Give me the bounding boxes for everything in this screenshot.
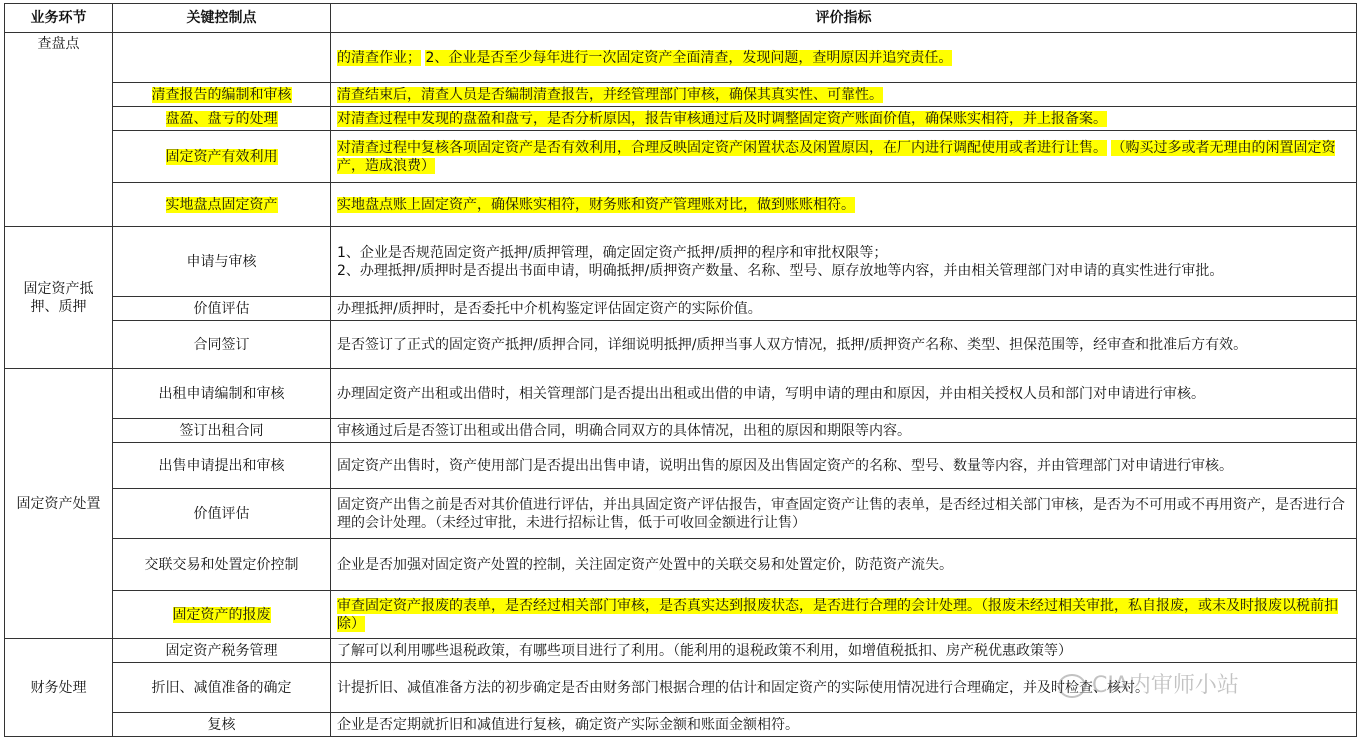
- table-row: [5, 419, 1357, 443]
- indicator-cell: 固定资产出售之前是否对其价值进行评估，并出具固定资产评估报告，审查固定资产让售的表单，是否经过相关部门审核，是否为不可用或不再用资产，是否进行合理的会计处理。（未经过审批，未进行招标让售，低于可收回金额进行让售）: [331, 489, 1357, 539]
- indicator-cell: 办理抵押/质押时，是否委托中介机构鉴定评估固定资产的实际价值。: [331, 297, 1357, 321]
- indicator-line: 的清查作业；: [337, 49, 421, 66]
- indicator-cell: [331, 131, 1357, 183]
- table-row: [5, 227, 1357, 297]
- control-evaluation-table: [4, 3, 1357, 737]
- indicator-line: 2、企业是否至少每年进行一次固定资产全面清查，发现问题，查明原因并追究责任。: [425, 49, 953, 66]
- control-point-cell: [113, 33, 331, 83]
- control-point-label: 盘盈、盘亏的处理: [165, 110, 278, 127]
- indicator-line: 实地盘点账上固定资产，确保账实相符，财务账和资产管理账对比，做到账账相符。: [337, 196, 855, 213]
- control-point-cell: 价值评估: [113, 489, 331, 539]
- control-point-cell: [113, 183, 331, 227]
- table-row: [5, 489, 1357, 539]
- control-point-cell: 签订出租合同: [113, 419, 331, 443]
- control-point-label: 固定资产的报废: [172, 606, 271, 623]
- table-row: [5, 591, 1357, 639]
- stage-cell: 固定资产处置: [5, 369, 113, 639]
- indicator-line: 2、办理抵押/质押时是否提出书面申请，明确抵押/质押资产数量、名称、型号、原存放地等内容，并由相关管理部门对申请的真实性进行审批。: [337, 262, 1224, 279]
- indicator-cell: [331, 227, 1357, 297]
- control-point-cell: [113, 591, 331, 639]
- header-control-point: 关键控制点: [113, 4, 331, 33]
- table-row: [5, 131, 1357, 183]
- table-row: [5, 639, 1357, 663]
- header-stage: 业务环节: [5, 4, 113, 33]
- table-row: [5, 539, 1357, 591]
- control-point-cell: [113, 107, 331, 131]
- indicator-cell: 是否签订了正式的固定资产抵押/质押合同，详细说明抵押/质押当事人双方情况，抵押/质押资产名称、类型、担保范围等，经审查和批准后方有效。: [331, 321, 1357, 369]
- indicator-cell: 计提折旧、减值准备方法的初步确定是否由财务部门根据合理的估计和固定资产的实际使用情况进行合理确定，并及时检查、核对。: [331, 663, 1357, 713]
- control-point-label: 实地盘点固定资产: [165, 196, 278, 213]
- indicator-cell: 固定资产出售时，资产使用部门是否提出出售申请，说明出售的原因及出售固定资产的名称、型号、数量等内容，并由管理部门对申请进行审核。: [331, 443, 1357, 489]
- indicator-line: （购买过多或者无理由的闲置固定资产，造成浪费）: [337, 139, 1336, 174]
- watermark-text: CIA内审师小站: [1092, 673, 1239, 698]
- table-row: [5, 321, 1357, 369]
- control-point-cell: 折旧、减值准备的确定: [113, 663, 331, 713]
- table-row: [5, 713, 1357, 737]
- table-header-row: [5, 4, 1357, 33]
- indicator-line: 清查结束后，清查人员是否编制清查报告，并经管理部门审核，确保其真实性、可靠性。: [337, 86, 883, 103]
- control-point-cell: 合同签订: [113, 321, 331, 369]
- indicator-cell: [331, 107, 1357, 131]
- control-point-cell: 出租申请编制和审核: [113, 369, 331, 419]
- indicator-line: 1、企业是否规范固定资产抵押/质押管理，确定固定资产抵押/质押的程序和审批权限等；: [337, 244, 888, 261]
- stage-cell: 查盘点: [5, 33, 113, 227]
- table-row: [5, 297, 1357, 321]
- table-row: [5, 369, 1357, 419]
- table-body: [5, 33, 1357, 737]
- table-row: [5, 33, 1357, 83]
- stage-cell: 固定资产抵押、质押: [5, 227, 113, 369]
- control-point-label: 固定资产有效利用: [165, 148, 278, 165]
- table-row: [5, 663, 1357, 713]
- indicator-cell: [331, 591, 1357, 639]
- table-row: [5, 107, 1357, 131]
- indicator-line: 审查固定资产报废的表单，是否经过相关部门审核，是否真实达到报废状态，是否进行合理的会计处理。（报废未经过相关审批，私自报废，或未及时报废以税前扣除）: [337, 597, 1338, 632]
- header-indicator: 评价指标: [331, 4, 1357, 33]
- control-point-cell: 出售申请提出和审核: [113, 443, 331, 489]
- control-point-cell: 固定资产税务管理: [113, 639, 331, 663]
- indicator-cell: [331, 183, 1357, 227]
- indicator-cell: 企业是否定期就折旧和减值进行复核，确定资产实际金额和账面金额相符。: [331, 713, 1357, 737]
- control-point-cell: 复核: [113, 713, 331, 737]
- stage-cell: 财务处理: [5, 639, 113, 737]
- indicator-cell: 办理固定资产出租或出借时，相关管理部门是否提出出租或出借的申请，写明申请的理由和原因，并由相关授权人员和部门对申请进行审核。: [331, 369, 1357, 419]
- table-row: [5, 83, 1357, 107]
- indicator-line: 对清查过程中发现的盘盈和盘亏，是否分析原因，报告审核通过后及时调整固定资产账面价值，确保账实相符，并上报备案。: [337, 110, 1107, 127]
- indicator-cell: [331, 83, 1357, 107]
- indicator-cell: 企业是否加强对固定资产处置的控制，关注固定资产处置中的关联交易和处置定价，防范资产流失。: [331, 539, 1357, 591]
- indicator-cell: 了解可以利用哪些退税政策，有哪些项目进行了利用。（能利用的退税政策不利用，如增值税抵扣、房产税优惠政策等）: [331, 639, 1357, 663]
- control-point-label: 清查报告的编制和审核: [151, 86, 292, 103]
- indicator-cell: [331, 33, 1357, 83]
- indicator-cell: 审核通过后是否签订出租或出借合同，明确合同双方的具体情况，出租的原因和期限等内容。: [331, 419, 1357, 443]
- table-row: [5, 183, 1357, 227]
- control-point-cell: 交联交易和处置定价控制: [113, 539, 331, 591]
- control-point-cell: 价值评估: [113, 297, 331, 321]
- indicator-line: 对清查过程中复核各项固定资产是否有效利用，合理反映固定资产闲置状态及闲置原因，在厂内进行调配使用或者进行让售。: [337, 139, 1107, 156]
- control-point-cell: [113, 131, 331, 183]
- table-row: [5, 443, 1357, 489]
- control-point-cell: [113, 83, 331, 107]
- control-point-cell: 申请与审核: [113, 227, 331, 297]
